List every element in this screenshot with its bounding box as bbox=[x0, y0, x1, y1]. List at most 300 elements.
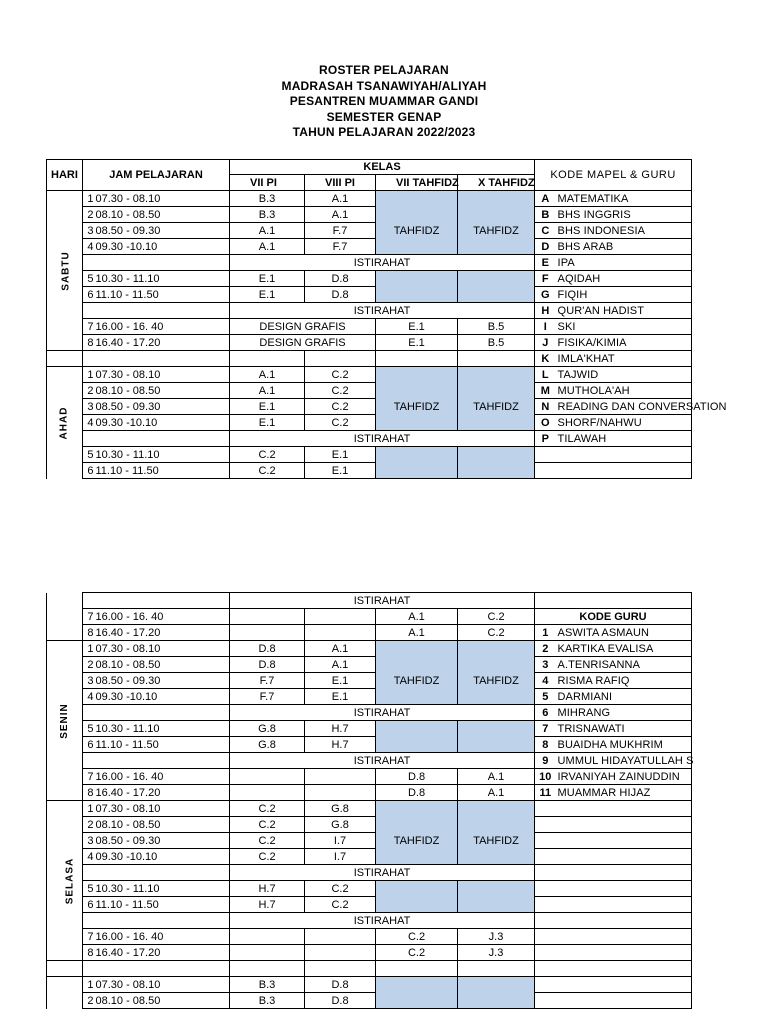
tahfidz-block bbox=[376, 881, 458, 897]
period-time: 09.30 -10.10 bbox=[95, 239, 230, 255]
tahfidz-block bbox=[376, 271, 458, 287]
guru-code: 2 bbox=[535, 641, 556, 657]
period-number: 6 bbox=[83, 287, 95, 303]
mapel-code: M bbox=[535, 383, 556, 399]
lesson-cell: D.8 bbox=[376, 769, 458, 785]
empty-cell bbox=[305, 625, 376, 641]
guru-name: MIHRANG bbox=[556, 705, 692, 721]
lesson-cell: C.2 bbox=[230, 463, 305, 479]
tahfidz-block bbox=[458, 447, 535, 463]
lesson-cell: E.1 bbox=[305, 463, 376, 479]
guru-name: DARMIANI bbox=[556, 689, 692, 705]
lesson-cell: F.7 bbox=[230, 673, 305, 689]
tahfidz-block bbox=[458, 239, 535, 255]
period-time: 08.10 - 08.50 bbox=[95, 993, 230, 1009]
day-label-sabtu: SABTU bbox=[47, 191, 83, 351]
mapel-name: BHS INGGRIS bbox=[556, 207, 692, 223]
empty-cell bbox=[305, 945, 376, 961]
empty-cell bbox=[230, 945, 305, 961]
lesson-cell: C.2 bbox=[305, 881, 376, 897]
empty-cell bbox=[458, 961, 535, 977]
lesson-cell: A.1 bbox=[230, 223, 305, 239]
period-time: 09.30 -10.10 bbox=[95, 849, 230, 865]
tahfidz-block bbox=[376, 977, 458, 993]
tahfidz-label: TAHFIDZ bbox=[458, 673, 535, 689]
empty-cell bbox=[535, 593, 556, 609]
period-number: 2 bbox=[83, 657, 95, 673]
tahfidz-label: TAHFIDZ bbox=[376, 223, 458, 239]
empty-cell bbox=[535, 801, 556, 817]
mapel-code: L bbox=[535, 367, 556, 383]
mapel-name: BHS INDONESIA bbox=[556, 223, 692, 239]
tahfidz-block bbox=[458, 367, 535, 383]
tahfidz-block bbox=[376, 367, 458, 383]
tahfidz-block bbox=[458, 993, 535, 1009]
empty-cell bbox=[47, 961, 83, 977]
guru-code: 10 bbox=[535, 769, 556, 785]
period-number: 8 bbox=[83, 945, 95, 961]
tahfidz-label: TAHFIDZ bbox=[458, 223, 535, 239]
empty-cell bbox=[230, 769, 305, 785]
period-time: 16.00 - 16. 40 bbox=[95, 929, 230, 945]
class-header-vii-tahfidz: VII TAHFIDZ bbox=[376, 175, 458, 191]
period-number: 5 bbox=[83, 721, 95, 737]
design-grafis-cell: DESIGN GRAFIS bbox=[230, 319, 376, 335]
istirahat-row: ISTIRAHAT bbox=[230, 865, 535, 881]
lesson-cell: D.8 bbox=[230, 641, 305, 657]
period-number: 8 bbox=[83, 625, 95, 641]
tahfidz-block bbox=[376, 817, 458, 833]
tahfidz-block bbox=[376, 801, 458, 817]
tahfidz-block bbox=[458, 737, 535, 753]
class-header-x-tahfidz: X TAHFIDZ bbox=[458, 175, 535, 191]
lesson-cell: E.1 bbox=[305, 447, 376, 463]
tahfidz-block bbox=[458, 721, 535, 737]
guru-code: 4 bbox=[535, 673, 556, 689]
lesson-cell: D.8 bbox=[305, 287, 376, 303]
tahfidz-block bbox=[376, 993, 458, 1009]
guru-code: 3 bbox=[535, 657, 556, 673]
period-time: 11.10 - 11.50 bbox=[95, 737, 230, 753]
lesson-cell: E.1 bbox=[230, 399, 305, 415]
guru-name: ASWITA ASMAUN bbox=[556, 625, 692, 641]
title-line-5: TAHUN PELAJARAN 2022/2023 bbox=[292, 125, 476, 140]
empty-cell bbox=[535, 897, 556, 913]
lesson-cell: I.7 bbox=[305, 833, 376, 849]
guru-name: BUAIDHA MUKHRIM bbox=[556, 737, 692, 753]
empty-cell bbox=[83, 913, 230, 929]
hari-header: HARI bbox=[47, 160, 83, 191]
period-time: 16.40 - 17.20 bbox=[95, 785, 230, 801]
empty-cell bbox=[305, 609, 376, 625]
lesson-cell: C.2 bbox=[230, 447, 305, 463]
empty-cell bbox=[556, 463, 692, 479]
period-number: 2 bbox=[83, 383, 95, 399]
tahfidz-block bbox=[458, 977, 535, 993]
period-time: 10.30 - 11.10 bbox=[95, 721, 230, 737]
period-time: 08.10 - 08.50 bbox=[95, 657, 230, 673]
lesson-cell: A.1 bbox=[230, 239, 305, 255]
lesson-cell: B.3 bbox=[230, 993, 305, 1009]
lesson-cell: A.1 bbox=[458, 769, 535, 785]
day-label-next bbox=[47, 977, 83, 1009]
empty-cell bbox=[556, 447, 692, 463]
period-number: 8 bbox=[83, 785, 95, 801]
empty-cell bbox=[556, 913, 692, 929]
lesson-cell: A.1 bbox=[230, 383, 305, 399]
mapel-code: J bbox=[535, 335, 556, 351]
empty-cell bbox=[535, 929, 556, 945]
mapel-code: K bbox=[535, 351, 556, 367]
title-line-1: ROSTER PELAJARAN bbox=[319, 63, 449, 77]
empty-cell bbox=[83, 303, 230, 319]
tahfidz-block bbox=[458, 383, 535, 399]
empty-cell bbox=[535, 865, 556, 881]
istirahat-row: ISTIRAHAT bbox=[230, 705, 535, 721]
class-header-vii-pi: VII PI bbox=[230, 175, 305, 191]
empty-cell bbox=[556, 945, 692, 961]
empty-cell bbox=[535, 961, 556, 977]
period-number: 8 bbox=[83, 335, 95, 351]
kelas-header: KELAS bbox=[230, 160, 535, 175]
lesson-cell: H.7 bbox=[305, 721, 376, 737]
empty-cell bbox=[305, 929, 376, 945]
empty-cell bbox=[556, 881, 692, 897]
empty-cell bbox=[230, 625, 305, 641]
lesson-cell: E.1 bbox=[230, 287, 305, 303]
period-time: 16.40 - 17.20 bbox=[95, 945, 230, 961]
mapel-name: IMLA'KHAT bbox=[556, 351, 692, 367]
period-number: 6 bbox=[83, 897, 95, 913]
tahfidz-block bbox=[458, 657, 535, 673]
kode-mapel-header: KODE MAPEL & GURU bbox=[535, 160, 692, 191]
lesson-cell: I.7 bbox=[305, 849, 376, 865]
mapel-name: READING DAN CONVERSATION bbox=[557, 400, 727, 413]
title-line-4: SEMESTER GENAP bbox=[326, 109, 442, 124]
lesson-cell: G.8 bbox=[305, 801, 376, 817]
tahfidz-block bbox=[376, 239, 458, 255]
period-time: 07.30 - 08.10 bbox=[95, 367, 230, 383]
period-number: 3 bbox=[83, 223, 95, 239]
lesson-cell: J.3 bbox=[458, 929, 535, 945]
lesson-cell: F.7 bbox=[305, 223, 376, 239]
period-time: 16.40 - 17.20 bbox=[95, 625, 230, 641]
period-time: 09.30 -10.10 bbox=[95, 689, 230, 705]
empty-cell bbox=[305, 785, 376, 801]
period-time: 08.10 - 08.50 bbox=[95, 817, 230, 833]
mapel-code: A bbox=[535, 191, 556, 207]
mapel-code: G bbox=[535, 287, 556, 303]
guru-code: 5 bbox=[535, 689, 556, 705]
empty-cell bbox=[376, 351, 458, 367]
period-time: 11.10 - 11.50 bbox=[95, 287, 230, 303]
period-time: 16.00 - 16. 40 bbox=[95, 609, 230, 625]
lesson-cell: J.3 bbox=[458, 945, 535, 961]
empty-cell bbox=[556, 961, 692, 977]
period-number: 6 bbox=[83, 737, 95, 753]
mapel-name: SKI bbox=[556, 319, 692, 335]
tahfidz-block bbox=[376, 641, 458, 657]
tahfidz-block bbox=[376, 897, 458, 913]
tahfidz-block bbox=[458, 801, 535, 817]
lesson-cell: C.2 bbox=[458, 609, 535, 625]
mapel-name: MATEMATIKA bbox=[556, 191, 692, 207]
period-number: 6 bbox=[83, 463, 95, 479]
lesson-cell: H.7 bbox=[230, 881, 305, 897]
empty-cell bbox=[535, 913, 556, 929]
tahfidz-block bbox=[458, 191, 535, 207]
guru-name: A.TENRISANNA bbox=[556, 657, 692, 673]
mapel-name: QUR'AN HADIST bbox=[556, 303, 692, 319]
roster-table-page-2 bbox=[46, 592, 692, 1009]
empty-cell bbox=[230, 609, 305, 625]
lesson-cell: B.3 bbox=[230, 191, 305, 207]
mapel-code: D bbox=[535, 239, 556, 255]
empty-cell bbox=[47, 351, 83, 367]
tahfidz-block bbox=[458, 415, 535, 431]
empty-cell bbox=[230, 929, 305, 945]
period-time: 16.40 - 17.20 bbox=[95, 335, 230, 351]
tahfidz-block bbox=[458, 271, 535, 287]
lesson-cell: C.2 bbox=[305, 415, 376, 431]
period-time: 10.30 - 11.10 bbox=[95, 447, 230, 463]
title-line-2: MADRASAH TSANAWIYAH/ALIYAH bbox=[281, 78, 487, 93]
mapel-code: F bbox=[535, 271, 556, 287]
period-number: 1 bbox=[83, 641, 95, 657]
empty-cell bbox=[556, 993, 692, 1009]
tahfidz-block bbox=[376, 415, 458, 431]
lesson-cell: H.7 bbox=[305, 737, 376, 753]
lesson-cell: A.1 bbox=[230, 367, 305, 383]
tahfidz-block bbox=[458, 689, 535, 705]
lesson-cell: A.1 bbox=[305, 657, 376, 673]
mapel-name: SHORF/NAHWU bbox=[556, 415, 692, 431]
guru-name: TRISNAWATI bbox=[556, 721, 692, 737]
mapel-name: TILAWAH bbox=[556, 431, 692, 447]
empty-cell bbox=[535, 977, 556, 993]
tahfidz-block bbox=[458, 641, 535, 657]
empty-cell bbox=[535, 881, 556, 897]
empty-cell bbox=[305, 961, 376, 977]
lesson-cell: C.2 bbox=[305, 367, 376, 383]
empty-cell bbox=[83, 593, 230, 609]
guru-code: 7 bbox=[535, 721, 556, 737]
mapel-name: IPA bbox=[556, 255, 692, 271]
day-label-ahad: AHAD bbox=[47, 367, 83, 479]
lesson-cell: F.7 bbox=[305, 239, 376, 255]
tahfidz-block bbox=[376, 191, 458, 207]
empty-cell bbox=[556, 593, 692, 609]
mapel-code: N bbox=[535, 399, 556, 415]
tahfidz-block bbox=[376, 657, 458, 673]
lesson-cell: C.2 bbox=[458, 625, 535, 641]
empty-cell bbox=[535, 833, 556, 849]
empty-cell bbox=[83, 431, 230, 447]
roster-table-page-1 bbox=[46, 159, 727, 479]
lesson-cell: G.8 bbox=[230, 737, 305, 753]
period-number: 2 bbox=[83, 993, 95, 1009]
period-number: 3 bbox=[83, 399, 95, 415]
lesson-cell: B.5 bbox=[458, 319, 535, 335]
day-label-ahad-continued bbox=[47, 593, 83, 641]
lesson-cell: C.2 bbox=[230, 849, 305, 865]
lesson-cell: E.1 bbox=[376, 319, 458, 335]
empty-cell bbox=[83, 961, 230, 977]
empty-cell bbox=[556, 977, 692, 993]
lesson-cell: E.1 bbox=[376, 335, 458, 351]
lesson-cell: C.2 bbox=[305, 399, 376, 415]
istirahat-row: ISTIRAHAT bbox=[230, 303, 535, 319]
tahfidz-block bbox=[376, 287, 458, 303]
lesson-cell: B.3 bbox=[230, 977, 305, 993]
period-time: 11.10 - 11.50 bbox=[95, 897, 230, 913]
title-line-3: PESANTREN MUAMMAR GANDI bbox=[289, 94, 479, 109]
period-number: 4 bbox=[83, 239, 95, 255]
tahfidz-label: TAHFIDZ bbox=[458, 833, 535, 849]
empty-cell bbox=[230, 961, 305, 977]
empty-cell bbox=[556, 897, 692, 913]
mapel-name: FISIKA/KIMIA bbox=[556, 335, 692, 351]
tahfidz-block bbox=[458, 897, 535, 913]
empty-cell bbox=[230, 351, 305, 367]
tahfidz-block bbox=[458, 881, 535, 897]
period-number: 7 bbox=[83, 929, 95, 945]
tahfidz-label: TAHFIDZ bbox=[376, 673, 458, 689]
period-number: 1 bbox=[83, 977, 95, 993]
tahfidz-block bbox=[376, 447, 458, 463]
tahfidz-block bbox=[376, 383, 458, 399]
document-title bbox=[0, 63, 768, 141]
empty-cell bbox=[83, 255, 230, 271]
empty-cell bbox=[556, 929, 692, 945]
lesson-cell: E.1 bbox=[305, 689, 376, 705]
kode-guru-header: KODE GURU bbox=[535, 609, 692, 625]
period-number: 1 bbox=[83, 367, 95, 383]
period-time: 07.30 - 08.10 bbox=[95, 641, 230, 657]
lesson-cell: A.1 bbox=[305, 641, 376, 657]
guru-code: 8 bbox=[535, 737, 556, 753]
tahfidz-block bbox=[376, 207, 458, 223]
lesson-cell: B.3 bbox=[230, 207, 305, 223]
lesson-cell: G.8 bbox=[305, 817, 376, 833]
jam-header: JAM PELAJARAN bbox=[83, 160, 230, 191]
empty-cell bbox=[83, 753, 230, 769]
guru-code: 9 bbox=[535, 753, 556, 769]
period-time: 08.50 - 09.30 bbox=[95, 673, 230, 689]
tahfidz-label: TAHFIDZ bbox=[458, 399, 535, 415]
empty-cell bbox=[535, 993, 556, 1009]
lesson-cell: C.2 bbox=[230, 801, 305, 817]
period-number: 2 bbox=[83, 817, 95, 833]
guru-name: UMMUL HIDAYATULLAH S bbox=[557, 754, 694, 767]
guru-code: 1 bbox=[535, 625, 556, 641]
empty-cell bbox=[83, 351, 230, 367]
tahfidz-block bbox=[458, 207, 535, 223]
empty-cell bbox=[556, 865, 692, 881]
empty-cell bbox=[535, 463, 556, 479]
tahfidz-block bbox=[458, 849, 535, 865]
guru-code: 11 bbox=[535, 785, 556, 801]
period-time: 08.10 - 08.50 bbox=[95, 207, 230, 223]
tahfidz-block bbox=[458, 817, 535, 833]
design-grafis-cell: DESIGN GRAFIS bbox=[230, 335, 376, 351]
period-number: 5 bbox=[83, 447, 95, 463]
tahfidz-label: TAHFIDZ bbox=[376, 399, 458, 415]
period-number: 3 bbox=[83, 673, 95, 689]
mapel-code: H bbox=[535, 303, 556, 319]
period-time: 08.50 - 09.30 bbox=[95, 833, 230, 849]
lesson-cell: E.1 bbox=[230, 271, 305, 287]
period-number: 4 bbox=[83, 415, 95, 431]
mapel-name: FIQIH bbox=[556, 287, 692, 303]
istirahat-row: ISTIRAHAT bbox=[230, 593, 535, 609]
period-number: 2 bbox=[83, 207, 95, 223]
mapel-code: P bbox=[535, 431, 556, 447]
empty-cell bbox=[83, 705, 230, 721]
lesson-cell: E.1 bbox=[305, 673, 376, 689]
period-time: 07.30 - 08.10 bbox=[95, 977, 230, 993]
mapel-code: C bbox=[535, 223, 556, 239]
lesson-cell: A.1 bbox=[458, 785, 535, 801]
period-number: 7 bbox=[83, 609, 95, 625]
period-time: 07.30 - 08.10 bbox=[95, 801, 230, 817]
period-time: 08.50 - 09.30 bbox=[95, 223, 230, 239]
lesson-cell: B.5 bbox=[458, 335, 535, 351]
empty-cell bbox=[535, 817, 556, 833]
period-number: 7 bbox=[83, 769, 95, 785]
empty-cell bbox=[83, 865, 230, 881]
lesson-cell: D.8 bbox=[305, 993, 376, 1009]
mapel-code: B bbox=[535, 207, 556, 223]
period-time: 08.50 - 09.30 bbox=[95, 399, 230, 415]
guru-name: IRVANIYAH ZAINUDDIN bbox=[556, 769, 692, 785]
tahfidz-block bbox=[458, 463, 535, 479]
period-number: 4 bbox=[83, 849, 95, 865]
lesson-cell: A.1 bbox=[376, 609, 458, 625]
istirahat-row: ISTIRAHAT bbox=[230, 431, 535, 447]
guru-name: MUAMMAR HIJAZ bbox=[556, 785, 692, 801]
lesson-cell: C.2 bbox=[230, 833, 305, 849]
lesson-cell: D.8 bbox=[376, 785, 458, 801]
day-label-selasa: SELASA bbox=[47, 801, 83, 961]
mapel-name: TAJWID bbox=[556, 367, 692, 383]
period-time: 07.30 - 08.10 bbox=[95, 191, 230, 207]
lesson-cell: C.2 bbox=[230, 817, 305, 833]
tahfidz-block bbox=[376, 463, 458, 479]
period-number: 5 bbox=[83, 271, 95, 287]
guru-name: KARTIKA EVALISA bbox=[556, 641, 692, 657]
period-time: 16.00 - 16. 40 bbox=[95, 319, 230, 335]
period-time: 08.10 - 08.50 bbox=[95, 383, 230, 399]
empty-cell bbox=[305, 351, 376, 367]
guru-code: 6 bbox=[535, 705, 556, 721]
tahfidz-block bbox=[376, 849, 458, 865]
lesson-cell: C.2 bbox=[305, 383, 376, 399]
guru-name: RISMA RAFIQ bbox=[556, 673, 692, 689]
istirahat-row: ISTIRAHAT bbox=[230, 753, 535, 769]
empty-cell bbox=[556, 801, 692, 817]
mapel-code: O bbox=[535, 415, 556, 431]
tahfidz-label: TAHFIDZ bbox=[376, 833, 458, 849]
tahfidz-block bbox=[376, 721, 458, 737]
lesson-cell: E.1 bbox=[230, 415, 305, 431]
lesson-cell: A.1 bbox=[305, 207, 376, 223]
empty-cell bbox=[458, 351, 535, 367]
period-time: 11.10 - 11.50 bbox=[95, 463, 230, 479]
empty-cell bbox=[556, 849, 692, 865]
lesson-cell: C.2 bbox=[305, 897, 376, 913]
lesson-cell: D.8 bbox=[305, 977, 376, 993]
